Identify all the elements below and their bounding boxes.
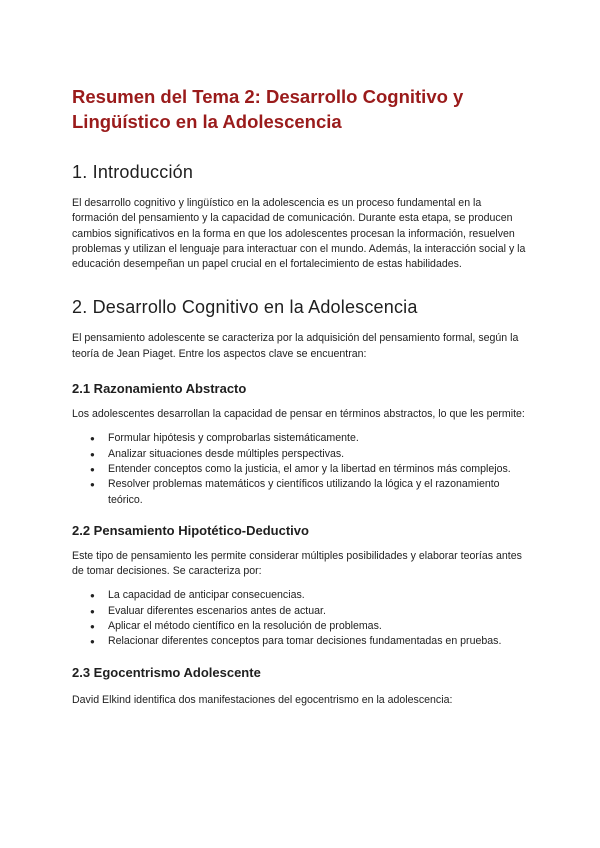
abstract-reasoning-list: [72, 431, 528, 507]
section-heading-introduction: 1. Introducción: [72, 162, 194, 182]
abstract-reasoning-paragraph: Los adolescentes desarrollan la capacidad de pensar en términos abstractos, lo que les permite:: [72, 408, 525, 421]
subsection-heading-abstract-reasoning: 2.1 Razonamiento Abstracto: [72, 381, 247, 397]
hypothetical-deductive-paragraph: Este tipo de pensamiento les permite considerar múltiples posibilidades y elaborar teorías antes de tomar decisiones. Se caracteriza por:: [72, 549, 522, 578]
section-heading-cognitive-development: 2. Desarrollo Cognitivo en la Adolescencia: [72, 297, 418, 318]
introduction-paragraph: El desarrollo cognitivo y lingüístico en la adolescencia es un proceso fundamental en la formación del pensamiento y la capacidad de comunicación. Durante esta etapa, se producen cambios significativos en la forma en que los adolescentes procesan la información, resuelven problemas y utilizan el lenguaje para interactuar con el mundo. Además, la interacción social y la educación desempeñan un papel crucial en el fortalecimiento de estas habilidades.: [72, 197, 526, 271]
list-item: ● Evaluar diferentes escenarios antes de actuar.: [108, 604, 528, 619]
list-item: ● Entender conceptos como la justicia, el amor y la libertad en términos más complejos.: [108, 462, 528, 477]
cognitive-development-paragraph: El pensamiento adolescente se caracteriza por la adquisición del pensamiento formal, según la teoría de Jean Piaget. Entre los aspectos clave se encuentran:: [72, 332, 519, 360]
subsection-heading-adolescent-egocentrism: 2.3 Egocentrismo Adolescente: [72, 664, 261, 680]
subsection-heading-hypothetical-deductive: 2.2 Pensamiento Hipotético-Deductivo: [72, 522, 309, 538]
list-item: ● Resolver problemas matemáticos y científicos utilizando la lógica y el razonamiento teórico.: [108, 477, 528, 508]
list-item: ● La capacidad de anticipar consecuencias.: [108, 588, 528, 603]
hypothetical-deductive-list: [72, 588, 528, 649]
egocentrism-paragraph: David Elkind identifica dos manifestaciones del egocentrismo en la adolescencia:: [72, 693, 453, 706]
list-item: ● Formular hipótesis y comprobarlas sistemáticamente.: [108, 431, 528, 446]
list-item: ● Analizar situaciones desde múltiples perspectivas.: [108, 447, 528, 462]
list-item: ● Aplicar el método científico en la resolución de problemas.: [108, 619, 528, 634]
list-item: ● Relacionar diferentes conceptos para tomar decisiones fundamentadas en pruebas.: [108, 634, 528, 649]
document-title: Resumen del Tema 2: Desarrollo Cognitivo y Lingüístico en la Adolescencia: [72, 86, 464, 132]
